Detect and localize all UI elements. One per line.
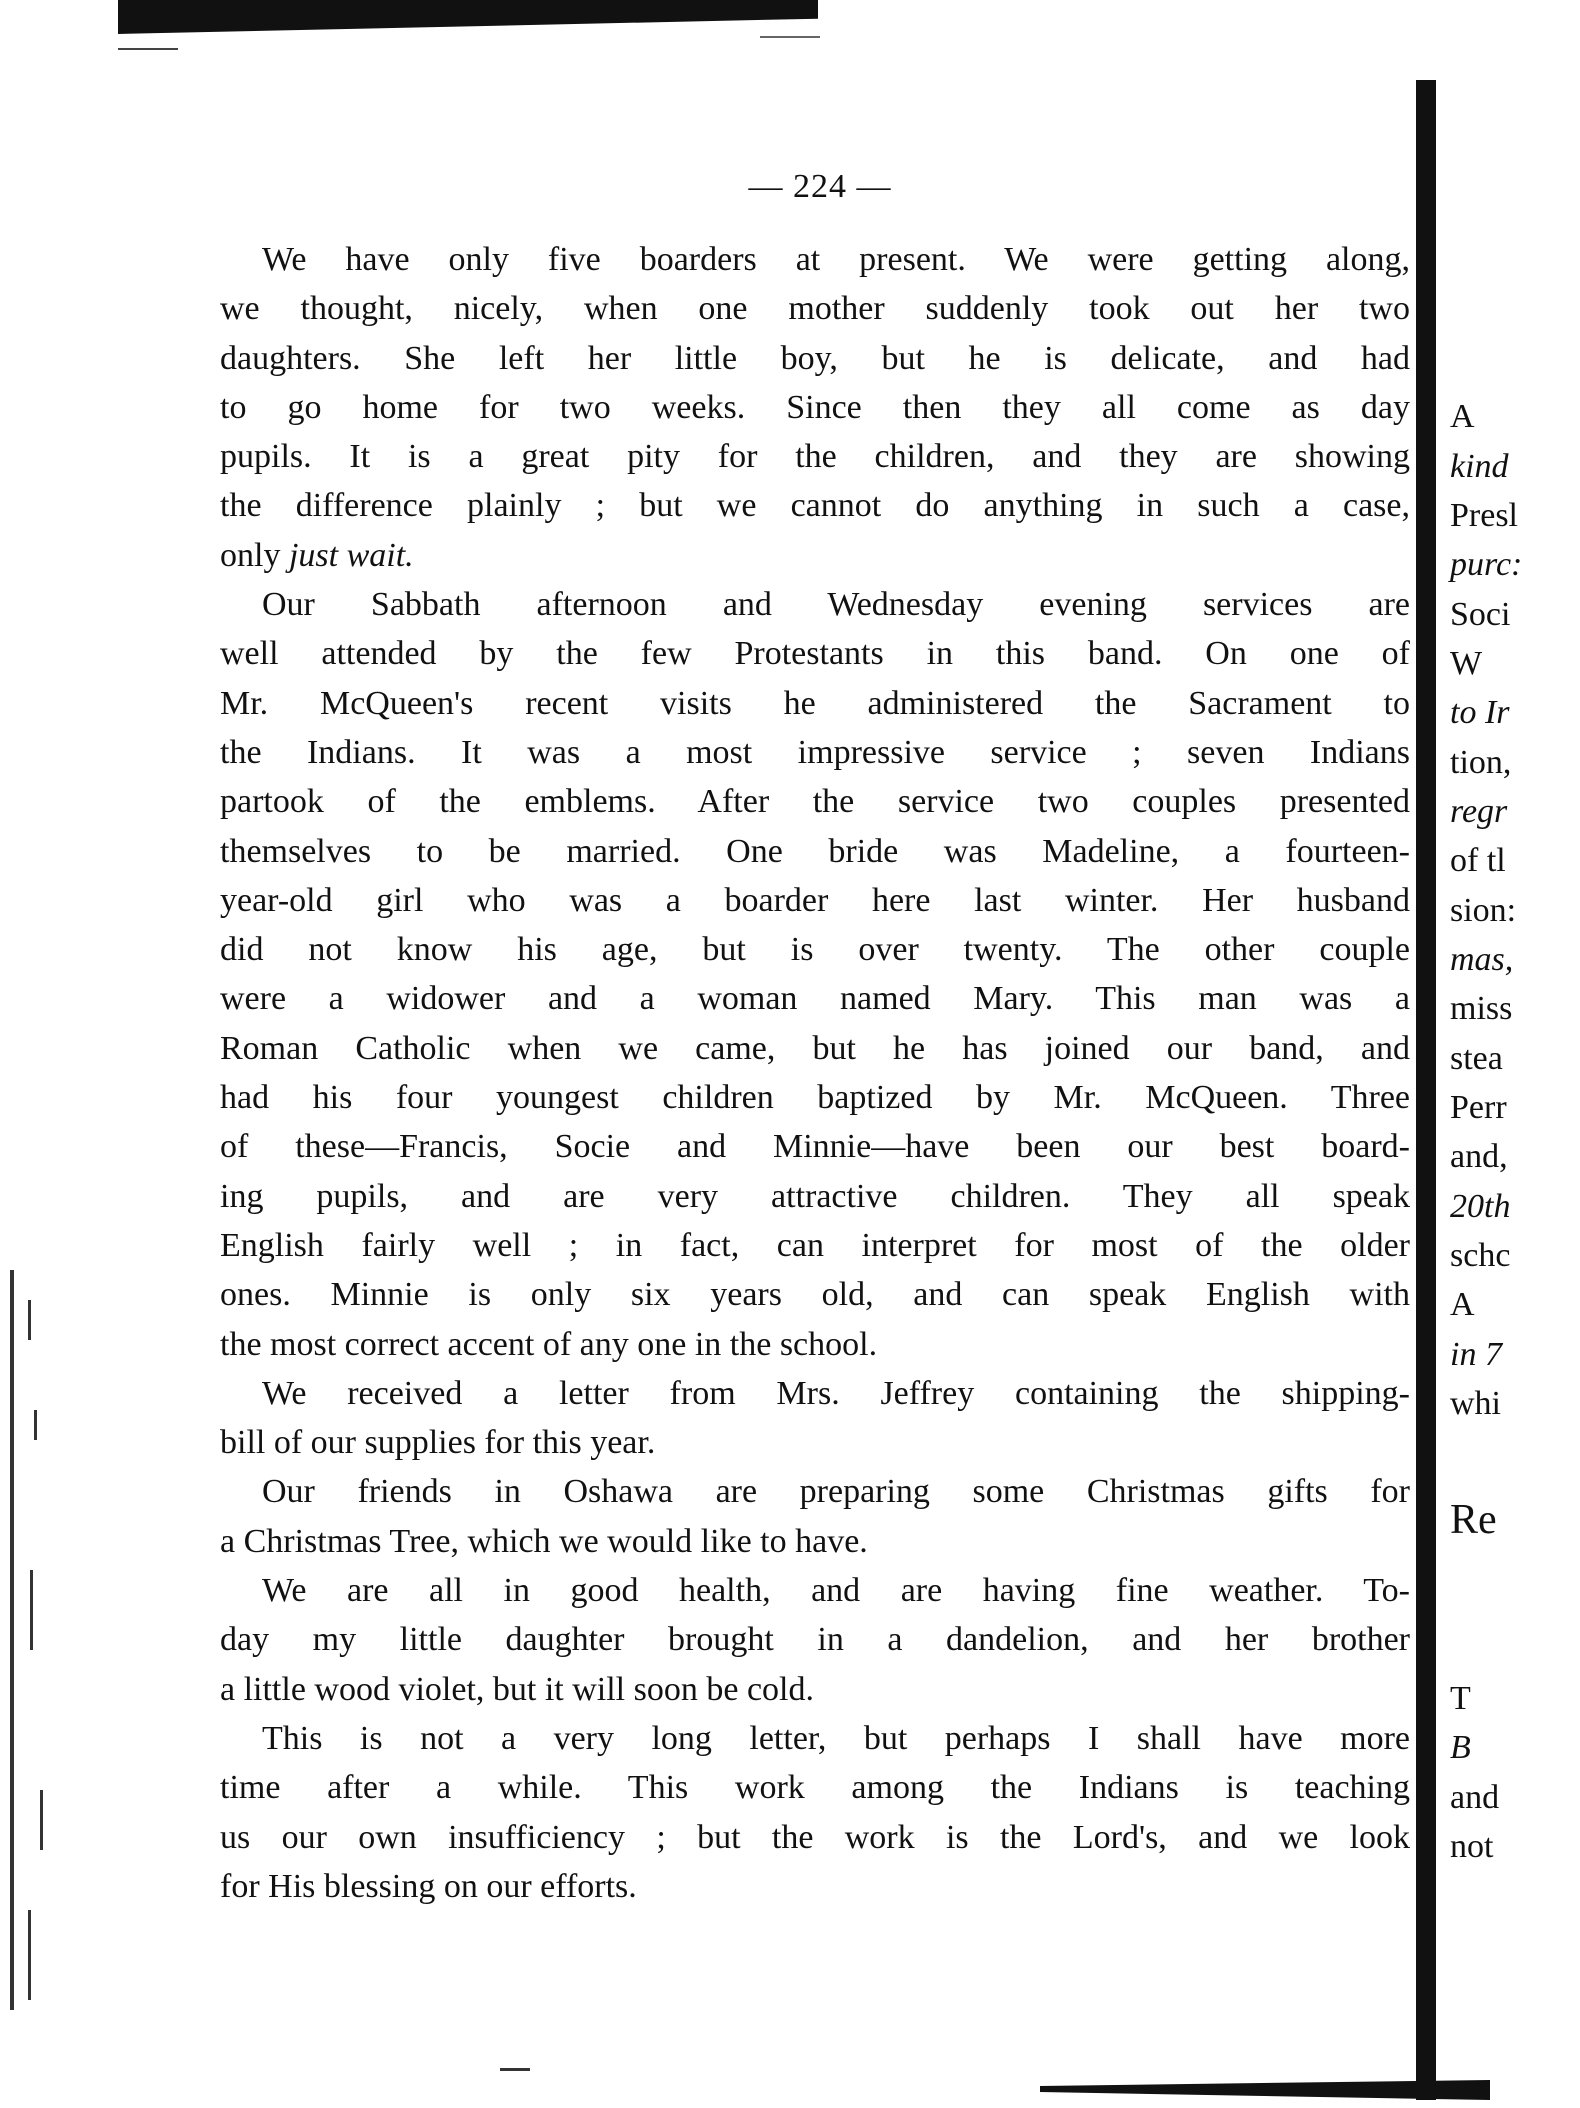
text-line: a Christmas Tree, which we would like to have. (220, 1522, 868, 1560)
text-line: well attended by the few Protestants in this band. On one of (220, 635, 1410, 673)
text-line: We received a letter from Mrs. Jeffrey containing the shipping- (262, 1374, 1410, 1412)
text-line: daughters. She left her little boy, but he is delicate, and had (220, 339, 1410, 377)
text-line: We are all in good health, and are having fine weather. To- (262, 1572, 1410, 1610)
text-line: year-old girl who was a boarder here last winter. Her husband (220, 881, 1410, 919)
top-scan-bar (118, 0, 818, 34)
text-line: were a widower and a woman named Mary. This man was a (220, 980, 1410, 1018)
facing-page-fragment: stea (1450, 1040, 1503, 1077)
facing-page-fragment: whi (1450, 1385, 1501, 1422)
facing-page-fragment: not (1450, 1828, 1494, 1865)
facing-page-fragment: schc (1450, 1237, 1511, 1274)
facing-page-fragment: purc: (1450, 546, 1523, 583)
facing-page-fragment: T (1450, 1680, 1471, 1717)
text-line: Our Sabbath afternoon and Wednesday evening services are (262, 586, 1410, 624)
page-number: — 224 — (748, 168, 892, 205)
text-line: day my little daughter brought in a dandelion, and her brother (220, 1621, 1410, 1659)
top-scan-mark (118, 48, 178, 50)
facing-page-fragment: Perr (1450, 1089, 1507, 1126)
facing-page-fragment: miss (1450, 990, 1513, 1027)
facing-page-fragment: tion, (1450, 744, 1512, 781)
bottom-scan-mark (500, 2068, 530, 2071)
text-line: Our friends in Oshawa are preparing some Christmas gifts for (262, 1473, 1410, 1511)
text-line: themselves to be married. One bride was Madeline, a fourteen- (220, 832, 1410, 870)
text-line: the difference plainly ; but we cannot do anything in such a case, (220, 487, 1410, 525)
italic-text: just wait. (288, 536, 414, 574)
facing-page-fragment: A (1450, 398, 1475, 435)
left-scan-marks (0, 1270, 80, 2020)
text-line: the most correct accent of any one in the school. (220, 1325, 878, 1363)
facing-page-fragment: to Ir (1450, 694, 1510, 731)
text-line: us our own insufficiency ; but the work is the Lord's, and we look (220, 1818, 1410, 1856)
facing-page-fragment: sion: (1450, 892, 1517, 929)
facing-page-fragment: Soci (1450, 596, 1511, 633)
text-line: Mr. McQueen's recent visits he administered the Sacrament to (220, 684, 1410, 722)
facing-page-fragment: kind (1450, 448, 1509, 485)
facing-page-fragment: in 7 (1450, 1336, 1502, 1373)
text-line: to go home for two weeks. Since then they all come as day (220, 388, 1410, 426)
facing-page-fragment: A (1450, 1286, 1475, 1323)
text-line: we thought, nicely, when one mother suddenly took out her two (220, 290, 1410, 328)
text-line: did not know his age, but is over twenty. The other couple (220, 931, 1410, 969)
text-line: Roman Catholic when we came, but he has joined our band, and (220, 1029, 1410, 1067)
text-line: the Indians. It was a most impressive service ; seven Indians (220, 733, 1410, 771)
text-line: ing pupils, and are very attractive children. They all speak (220, 1177, 1410, 1215)
main-text-column (220, 235, 1410, 1911)
text-line: bill of our supplies for this year. (220, 1424, 656, 1462)
facing-page-fragment: and (1450, 1779, 1500, 1816)
text-segment: only (220, 536, 289, 574)
facing-page-fragment: and, (1450, 1138, 1508, 1175)
text-line: English fairly well ; in fact, can interpret for most of the older (220, 1226, 1410, 1264)
text-line: had his four youngest children baptized by Mr. McQueen. Three (220, 1079, 1410, 1117)
facing-page-fragment: B (1450, 1729, 1471, 1766)
facing-page-fragment: of tl (1450, 842, 1506, 879)
text-line: This is not a very long letter, but perhaps I shall have more (262, 1719, 1410, 1757)
facing-page-fragment: Re (1450, 1497, 1497, 1543)
facing-page-fragment: W (1450, 645, 1483, 682)
text-line: for His blessing on our efforts. (220, 1867, 637, 1905)
text-line: time after a while. This work among the Indians is teaching (220, 1769, 1410, 1807)
text-line: pupils. It is a great pity for the children, and they are showing (220, 438, 1410, 476)
facing-page-fragment: Presl (1450, 497, 1518, 534)
facing-page-fragment: mas, (1450, 941, 1514, 978)
facing-page-fragment: 20th (1450, 1188, 1511, 1225)
binding-edge (1416, 80, 1436, 2100)
text-line (220, 531, 1410, 580)
bottom-scan-bar (1040, 2080, 1490, 2100)
text-line: a little wood violet, but it will soon be cold. (220, 1670, 814, 1708)
text-line: We have only five boarders at present. We were getting along, (262, 241, 1410, 278)
text-line: partook of the emblems. After the service two couples presented (220, 783, 1410, 821)
text-line: ones. Minnie is only six years old, and can speak English with (220, 1276, 1410, 1314)
top-scan-mark (760, 36, 820, 38)
facing-page-fragment: regr (1450, 793, 1508, 830)
text-line: of these—Francis, Socie and Minnie—have been our best board- (220, 1128, 1410, 1166)
